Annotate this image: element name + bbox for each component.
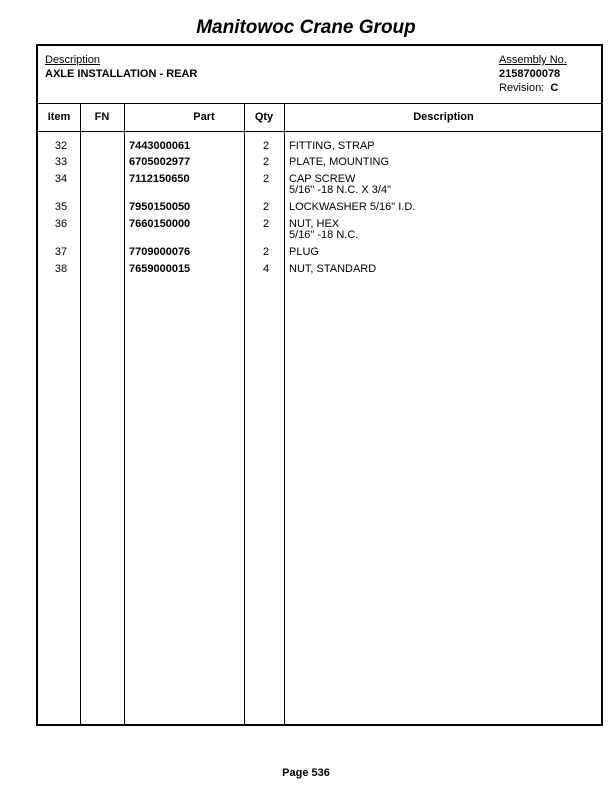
column-description: Description bbox=[413, 111, 474, 123]
column-header-row bbox=[38, 104, 601, 132]
part-number: 6705002977 bbox=[129, 156, 191, 168]
quantity: 4 bbox=[262, 263, 270, 275]
item-number: 34 bbox=[54, 173, 68, 185]
description-value: AXLE INSTALLATION - REAR bbox=[45, 68, 198, 80]
revision-label: Revision: bbox=[499, 82, 545, 94]
quantity: 2 bbox=[262, 246, 270, 258]
column-part: Part bbox=[193, 111, 215, 123]
part-description: NUT, HEX bbox=[289, 218, 340, 230]
part-description: FITTING, STRAP bbox=[289, 140, 375, 152]
item-number: 38 bbox=[54, 263, 68, 275]
page-number: Page 536 bbox=[282, 767, 330, 779]
part-description-detail: 5/16" -18 N.C. X 3/4" bbox=[289, 184, 391, 196]
assembly-header bbox=[38, 46, 601, 104]
assembly-label: Assembly No. bbox=[499, 54, 567, 66]
column-item: Item bbox=[47, 111, 71, 123]
table-row bbox=[38, 156, 601, 173]
quantity: 2 bbox=[262, 140, 270, 152]
part-number: 7112150650 bbox=[129, 173, 190, 185]
item-number: 33 bbox=[54, 156, 68, 168]
table-row bbox=[38, 246, 601, 263]
quantity: 2 bbox=[262, 156, 270, 168]
column-qty: Qty bbox=[254, 111, 274, 123]
table-row bbox=[38, 201, 601, 218]
part-number: 7659000015 bbox=[129, 263, 191, 275]
table-row bbox=[38, 140, 601, 156]
parts-rows bbox=[38, 140, 601, 280]
item-number: 32 bbox=[54, 140, 68, 152]
column-fn: FN bbox=[94, 111, 110, 123]
part-description: NUT, STANDARD bbox=[289, 263, 377, 275]
company-title: Manitowoc Crane Group bbox=[196, 17, 416, 38]
part-number: 7660150000 bbox=[129, 218, 191, 230]
part-number: 7443000061 bbox=[129, 140, 191, 152]
revision-value: C bbox=[550, 82, 559, 94]
assembly-number: 2158700078 bbox=[499, 68, 561, 80]
part-description: LOCKWASHER 5/16" I.D. bbox=[289, 201, 416, 213]
part-description-detail: 5/16" -18 N.C. bbox=[289, 229, 359, 241]
item-number: 37 bbox=[54, 246, 68, 258]
item-number: 35 bbox=[54, 201, 68, 213]
parts-list-frame bbox=[36, 44, 603, 726]
part-number: 7709000076 bbox=[129, 246, 191, 258]
quantity: 2 bbox=[262, 173, 270, 185]
item-number: 36 bbox=[54, 218, 68, 230]
quantity: 2 bbox=[262, 201, 270, 213]
table-row bbox=[38, 173, 601, 201]
revision bbox=[499, 82, 558, 94]
description-label: Description bbox=[45, 54, 101, 66]
part-number: 7950150050 bbox=[129, 201, 191, 213]
table-row bbox=[38, 263, 601, 280]
quantity: 2 bbox=[262, 218, 270, 230]
table-row bbox=[38, 218, 601, 246]
part-description: PLATE, MOUNTING bbox=[289, 156, 390, 168]
part-description: CAP SCREW bbox=[289, 173, 356, 185]
part-description: PLUG bbox=[289, 246, 319, 258]
